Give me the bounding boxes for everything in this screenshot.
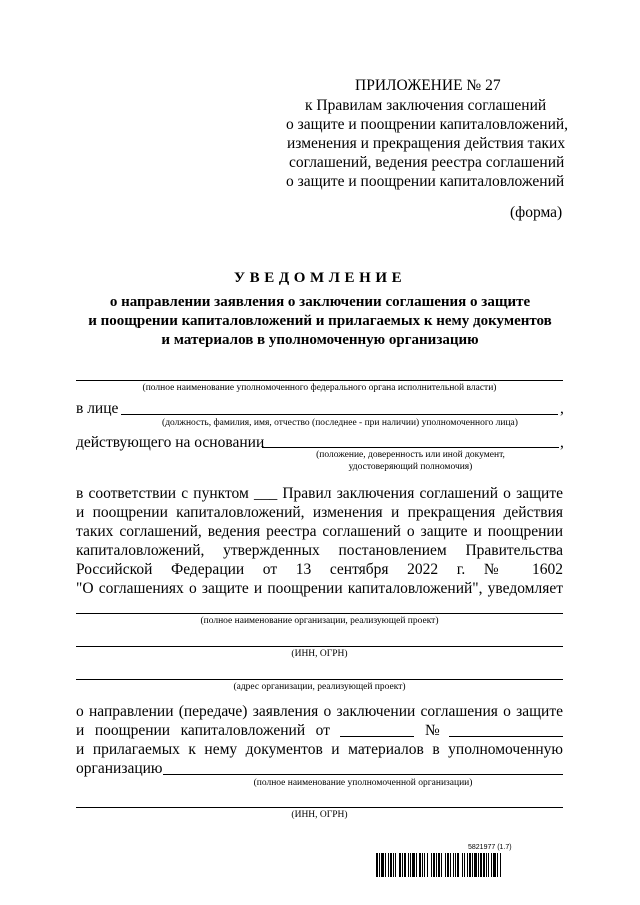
main-paragraph-line-1: в соответствии с пунктом ___ Правил заключения соглашений о защите <box>76 485 563 502</box>
appendix-line-1: к Правилам заключения соглашений <box>305 97 547 114</box>
authorized-org-inn-input-line[interactable] <box>76 807 563 808</box>
authority-input-line[interactable] <box>76 380 563 381</box>
org-name-caption: (полное наименование организации, реализующей проект) <box>200 616 439 626</box>
org-address-caption: (адрес организации, реализующей проект) <box>233 682 406 692</box>
main-paragraph-line-2: и поощрении капиталовложений, изменения и прекращения действия <box>76 504 563 521</box>
second-paragraph-line-3: и прилагаемых к нему документов и материалов в уполномоченную <box>76 741 563 758</box>
authorized-org-input-line[interactable] <box>163 774 563 775</box>
basis-input-line[interactable] <box>262 447 559 448</box>
appendix-line-4: соглашений, ведения реестра соглашений <box>289 154 565 171</box>
person-caption: (должность, фамилия, имя, отчество (последнее - при наличии) уполномоченного лица) <box>162 418 518 428</box>
barcode <box>376 853 566 877</box>
subtitle-line-3: и материалов в уполномоченную организацию <box>161 332 479 348</box>
main-paragraph-line-4: капиталовложений, утвержденных постановлением Правительства <box>76 542 563 559</box>
person-comma: , <box>560 400 564 417</box>
form-label: (форма) <box>510 204 563 221</box>
basis-label: действующего на основании <box>76 434 265 451</box>
org-address-input-line[interactable] <box>76 679 563 680</box>
org-name-input-line[interactable] <box>76 613 563 614</box>
appendix-number: ПРИЛОЖЕНИЕ № 27 <box>355 77 501 94</box>
appendix-line-5: о защите и поощрении капиталовложений <box>286 173 565 190</box>
subtitle-line-2: и поощрении капиталовложений и прилагаемых к нему документов <box>88 313 552 329</box>
document-title: УВЕДОМЛЕНИЕ <box>234 270 407 286</box>
second-paragraph-line-4-label: организацию <box>76 760 163 777</box>
main-paragraph-line-5: Российской Федерации от 13 сентября 2022 г. № 1602 <box>76 561 563 578</box>
authorized-org-inn-caption: (ИНН, ОГРН) <box>291 810 348 820</box>
org-inn-caption: (ИНН, ОГРН) <box>291 649 348 659</box>
basis-caption-2: удостоверяющий полномочия) <box>348 462 473 472</box>
number-sign: № <box>425 722 440 739</box>
basis-comma: , <box>560 434 564 451</box>
subtitle-line-1: о направлении заявления о заключении соглашения о защите <box>109 294 531 310</box>
date-input-line[interactable] <box>340 736 414 737</box>
second-paragraph-line-2-text: и поощрении капиталовложений от <box>76 722 330 739</box>
person-input-line[interactable] <box>121 414 558 415</box>
org-inn-input-line[interactable] <box>76 646 563 647</box>
appendix-line-2: о защите и поощрении капиталовложений, <box>286 116 569 133</box>
main-paragraph-line-3: таких соглашений, ведения реестра соглашений о защите и поощрении <box>76 523 563 540</box>
basis-caption-1: (положение, доверенность или иной документ, <box>316 450 505 460</box>
authorized-org-caption: (полное наименование уполномоченной организации) <box>253 778 473 788</box>
person-label: в лице <box>76 400 119 417</box>
main-paragraph-line-6: "О соглашениях о защите и поощрении капиталовложений", уведомляет <box>76 580 563 597</box>
second-paragraph-line-1: о направлении (передаче) заявления о заключении соглашения о защите <box>76 703 563 720</box>
appendix-line-3: изменения и прекращения действия таких <box>287 135 566 152</box>
authority-caption: (полное наименование уполномоченного федерального органа исполнительной власти) <box>142 383 497 393</box>
barcode-number: 5821977 (1.7) <box>468 844 512 851</box>
number-input-line[interactable] <box>449 736 563 737</box>
